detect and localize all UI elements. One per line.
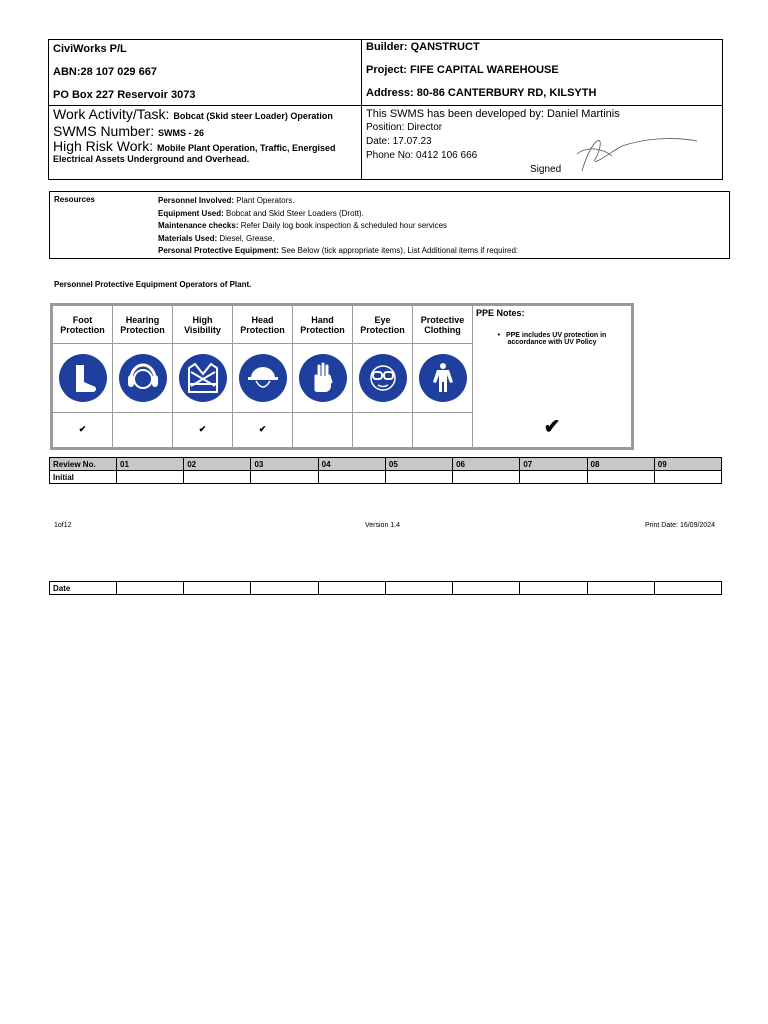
page-number: 1of12 xyxy=(54,522,72,529)
hearing-cell xyxy=(113,344,173,412)
resource-item: Personnel Involved: Plant Operators. xyxy=(158,196,295,205)
address: Address: 80-86 CANTERBURY RD, KILSYTH xyxy=(366,87,597,99)
review-number: 04 xyxy=(318,458,385,471)
initial-cell[interactable] xyxy=(587,471,654,484)
header-table xyxy=(48,39,723,180)
developer-cell xyxy=(362,106,723,180)
ppe-notes-tick: ✔ xyxy=(543,416,561,438)
hi-vis-vest-icon xyxy=(179,354,227,402)
review-number: 05 xyxy=(385,458,452,471)
ppe-label-visibility: High Visibility xyxy=(173,306,233,344)
date-cell[interactable] xyxy=(385,582,452,595)
ppe-label-hearing: Hearing Protection xyxy=(113,306,173,344)
builder: Builder: QANSTRUCT xyxy=(366,41,480,53)
review-number: 01 xyxy=(117,458,184,471)
review-number: 07 xyxy=(520,458,587,471)
goggles-icon xyxy=(359,354,407,402)
developed-by: This SWMS has been developed by: Daniel Martinis xyxy=(366,108,620,120)
initial-cell[interactable] xyxy=(117,471,184,484)
foot-cell xyxy=(53,344,113,412)
head-cell xyxy=(233,344,293,412)
review-number: 06 xyxy=(453,458,520,471)
ppe-title: Personnel Protective Equipment Operators of Plant. xyxy=(54,280,252,289)
po-box: PO Box 227 Reservoir 3073 xyxy=(53,89,196,101)
date-cell[interactable] xyxy=(520,582,587,595)
date-cell[interactable] xyxy=(654,582,721,595)
date-label: Date xyxy=(50,582,117,595)
boot-icon xyxy=(59,354,107,402)
ppe-label-eye: Eye Protection xyxy=(353,306,413,344)
high-risk-label: High Risk Work: xyxy=(53,138,157,154)
tick-hearing[interactable] xyxy=(113,412,173,447)
ppe-notes-label: PPE Notes: xyxy=(476,308,525,318)
overalls-icon xyxy=(419,354,467,402)
tick-visibility[interactable]: ✔ xyxy=(173,412,233,447)
ppe-label-clothing: Protective Clothing xyxy=(413,306,473,344)
phone: Phone No: 0412 106 666 xyxy=(366,150,478,161)
resources-list xyxy=(158,195,518,258)
review-number: 09 xyxy=(654,458,721,471)
review-number: 02 xyxy=(184,458,251,471)
version: Version 1.4 xyxy=(365,522,401,529)
visibility-cell xyxy=(173,344,233,412)
tick-foot[interactable]: ✔ xyxy=(53,412,113,447)
tick-eye[interactable] xyxy=(353,412,413,447)
signature-icon xyxy=(572,126,702,176)
initial-cell[interactable] xyxy=(385,471,452,484)
resources-box xyxy=(49,191,730,259)
work-activity-value: Bobcat (Skid steer Loader) Operation xyxy=(173,111,333,121)
review-table xyxy=(49,457,722,484)
initial-cell[interactable] xyxy=(654,471,721,484)
eye-cell xyxy=(353,344,413,412)
hard-hat-icon xyxy=(239,354,287,402)
initial-cell[interactable] xyxy=(520,471,587,484)
review-label: Review No. xyxy=(50,458,117,471)
ppe-label-head: Head Protection xyxy=(233,306,293,344)
position: Position: Director xyxy=(366,122,443,133)
swms-label: SWMS Number: xyxy=(53,123,159,139)
initial-cell[interactable] xyxy=(251,471,318,484)
abn: ABN:28 107 029 667 xyxy=(53,66,157,78)
initial-cell[interactable] xyxy=(318,471,385,484)
initial-cell[interactable] xyxy=(453,471,520,484)
ppe-notes-item: • PPE includes UV protection in accordance with UV Policy xyxy=(497,332,607,346)
date-cell[interactable] xyxy=(184,582,251,595)
swms-value: SWMS - 26 xyxy=(158,128,205,138)
date-cell[interactable] xyxy=(117,582,184,595)
date-cell[interactable] xyxy=(318,582,385,595)
date-cell[interactable] xyxy=(587,582,654,595)
review-number: 03 xyxy=(251,458,318,471)
work-activity-label: Work Activity/Task: xyxy=(53,106,174,122)
earmuffs-icon xyxy=(119,354,167,402)
builder-cell xyxy=(362,40,723,106)
ppe-grid xyxy=(50,303,634,450)
date-table xyxy=(49,581,722,595)
glove-icon xyxy=(299,354,347,402)
review-number: 08 xyxy=(587,458,654,471)
tick-clothing[interactable] xyxy=(413,412,473,447)
company-cell xyxy=(49,40,362,106)
clothing-cell xyxy=(413,344,473,412)
date-cell[interactable] xyxy=(251,582,318,595)
tick-head[interactable]: ✔ xyxy=(233,412,293,447)
resource-item: Materials Used: Diesel, Grease. xyxy=(158,233,275,243)
tick-hand[interactable] xyxy=(293,412,353,447)
resource-item: Maintenance checks: Refer Daily log book inspection & scheduled hour services xyxy=(158,221,448,230)
initial-label: Initial xyxy=(50,471,117,484)
date: Date: 17.07.23 xyxy=(366,136,432,147)
high-risk-value: Mobile Plant Operation, Traffic, Energised Electrical Assets Underground and Overhead. xyxy=(53,143,336,164)
ppe-notes xyxy=(473,306,632,448)
initial-cell[interactable] xyxy=(184,471,251,484)
ppe-label-foot: Foot Protection xyxy=(53,306,113,344)
work-cell xyxy=(49,106,362,180)
resource-item: Equipment Used: Bobcat and Skid Steer Loaders (Drott). xyxy=(158,208,364,218)
company-name: CiviWorks P/L xyxy=(53,43,127,55)
print-date: Print Date: 16/09/2024 xyxy=(644,522,715,529)
resource-item: Personal Protective Equipment: See Below (tick appropriate items), List Additional items if required: xyxy=(158,246,519,255)
signed-label: Signed xyxy=(530,164,562,175)
resources-label: Resources xyxy=(54,195,95,204)
project: Project: FIFE CAPITAL WAREHOUSE xyxy=(366,64,559,76)
date-cell[interactable] xyxy=(453,582,520,595)
hand-cell xyxy=(293,344,353,412)
ppe-label-hand: Hand Protection xyxy=(293,306,353,344)
